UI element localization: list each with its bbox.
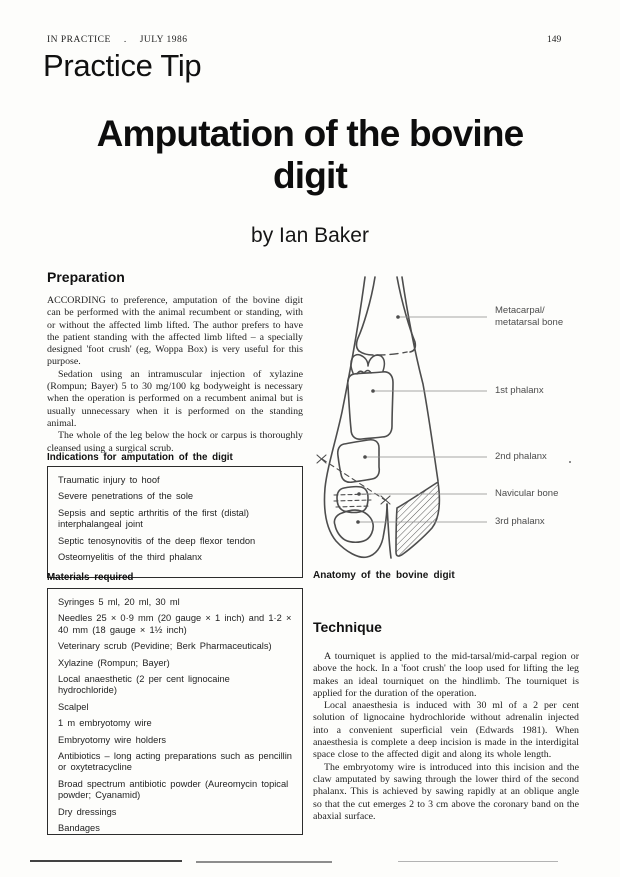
material-item: Antibiotics – long acting preparations such as pencillin or oxytetracycline — [58, 751, 292, 773]
material-item: Broad spectrum antibiotic powder (Aureomycin topical powder; Cyanamid) — [58, 778, 289, 801]
figure-caption: Anatomy of the bovine digit — [313, 570, 455, 581]
material-item: 1 m embryotomy wire — [58, 718, 152, 729]
technique-heading: Technique — [313, 619, 382, 635]
first-phalanx-outline — [348, 372, 393, 439]
preparation-text — [47, 295, 303, 455]
material-item: Needles 25 × 0·9 mm (20 gauge × 1 inch) and 1·2 × 40 mm (18 gauge × 1½ inch) — [58, 613, 292, 635]
article-kicker: Practice Tip — [43, 48, 202, 83]
preparation-paragraph: Sedation using an intramuscular injection of xylazine (Rompun; Bayer) 5 to 30 mg/100 kg bodyweight is necessary when the operation is performed on a recumbent animal but is usually unnecessary when it is performed on the standing animal. — [47, 368, 303, 429]
indications-box — [47, 466, 303, 578]
byline: by Ian Baker — [251, 224, 369, 247]
scan-edge-line — [30, 860, 182, 862]
indication-item: Septic tenosynovitis of the deep flexor tendon — [58, 535, 256, 546]
lateral-claw-hatched — [396, 482, 439, 556]
material-item: Local anaesthetic (2 per cent lignocaine hydrochloride) — [58, 674, 230, 696]
metacarpal-bone-outline — [357, 277, 416, 355]
technique-paragraph: The embryotomy wire is introduced into this incision and the claw amputated by sawing through the lower third of the second phalanx. This is achieved by sawing rapidly at an oblique angle so that the cut emerges 2 to 3 cm above the coronary band on the abaxial surface. — [313, 761, 579, 822]
metacarpal-label — [495, 305, 563, 329]
materials-box — [47, 588, 303, 835]
navicular-bone-outline — [334, 487, 371, 513]
journal-name: IN PRACTICE — [47, 35, 111, 45]
material-item: Veterinary scrub (Pevidine; Berk Pharmaceuticals) — [58, 641, 272, 652]
article-title — [50, 113, 570, 197]
navicular-bone-label: Navicular bone — [495, 488, 559, 499]
indications-heading: Indications for amputation of the digit — [47, 452, 233, 463]
indication-item: Traumatic injury to hoof — [58, 475, 160, 485]
third-phalanx-label: 3rd phalanx — [495, 516, 545, 527]
indication-item: Sepsis and septic arthritis of the first (distal) interphalangeal joint — [58, 507, 250, 530]
preparation-paragraph: ACCORDING to preference, amputation of the bovine digit can be performed with the animal recumbent or standing, with or without the affected limb lifted. The author prefers to have the patient standing with the affected limb lifted – a specially designed 'foot crush' (eg, Woppa Box) is very useful for this purpose. — [47, 295, 303, 368]
technique-section — [313, 619, 579, 823]
scan-edge-line — [196, 861, 332, 863]
header-separator: . — [123, 35, 127, 45]
article-title-line1: Amputation of the bovine — [96, 113, 524, 154]
second-phalanx-label: 2nd phalanx — [495, 451, 547, 462]
first-phalanx-label: 1st phalanx — [495, 385, 544, 396]
anatomy-figure — [313, 272, 580, 570]
material-item: Bandages — [58, 823, 100, 834]
issue-date: JULY 1986 — [139, 35, 188, 45]
third-phalanx-outline — [334, 510, 373, 542]
preparation-heading: Preparation — [47, 269, 125, 285]
material-item: Embryotomy wire holders — [58, 734, 167, 745]
metacarpal-label-line2: metatarsal bone — [495, 317, 564, 328]
scan-speck — [569, 461, 571, 463]
running-head — [47, 35, 188, 45]
sesamoid-bones-outline — [351, 355, 384, 374]
preparation-paragraph: The whole of the leg below the hock or carpus is thoroughly cleansed using a surgical scrub. — [47, 430, 303, 454]
page-number: 149 — [547, 35, 562, 45]
scan-edge-line — [398, 861, 558, 862]
technique-paragraph: A tourniquet is applied to the mid-tarsal/mid-carpal region or above the hock. In a 'foot crush' the loop used for lifting the leg makes an ideal tourniquet on the hindlimb. The tourniquet is applied for the duration of the operation. — [313, 651, 579, 699]
second-phalanx-outline — [338, 440, 379, 482]
indication-item: Osteomyelitis of the third phalanx — [58, 552, 202, 563]
metacarpal-label-line1: Metacarpal/ — [495, 305, 545, 316]
technique-paragraph: Local anaesthesia is induced with 30 ml of a 2 per cent solution of lignocaine hydrochloride without adrenalin injected into a convenient superficial vein (Edwards 1981). When anaesthesia is complete a deep incision is made in the interdigital space close to the affected digit and along its whole length. — [313, 700, 579, 761]
material-item: Xylazine (Rompun; Bayer) — [58, 657, 170, 668]
label-pointer-dots — [356, 315, 400, 524]
material-item: Syringes 5 ml, 20 ml, 30 ml — [58, 597, 180, 607]
material-item: Dry dressings — [58, 806, 117, 817]
material-item: Scalpel — [58, 701, 89, 712]
materials-heading: Materials required — [47, 572, 134, 583]
article-title-line2: digit — [272, 155, 348, 196]
indication-item: Severe penetrations of the sole — [58, 491, 194, 502]
